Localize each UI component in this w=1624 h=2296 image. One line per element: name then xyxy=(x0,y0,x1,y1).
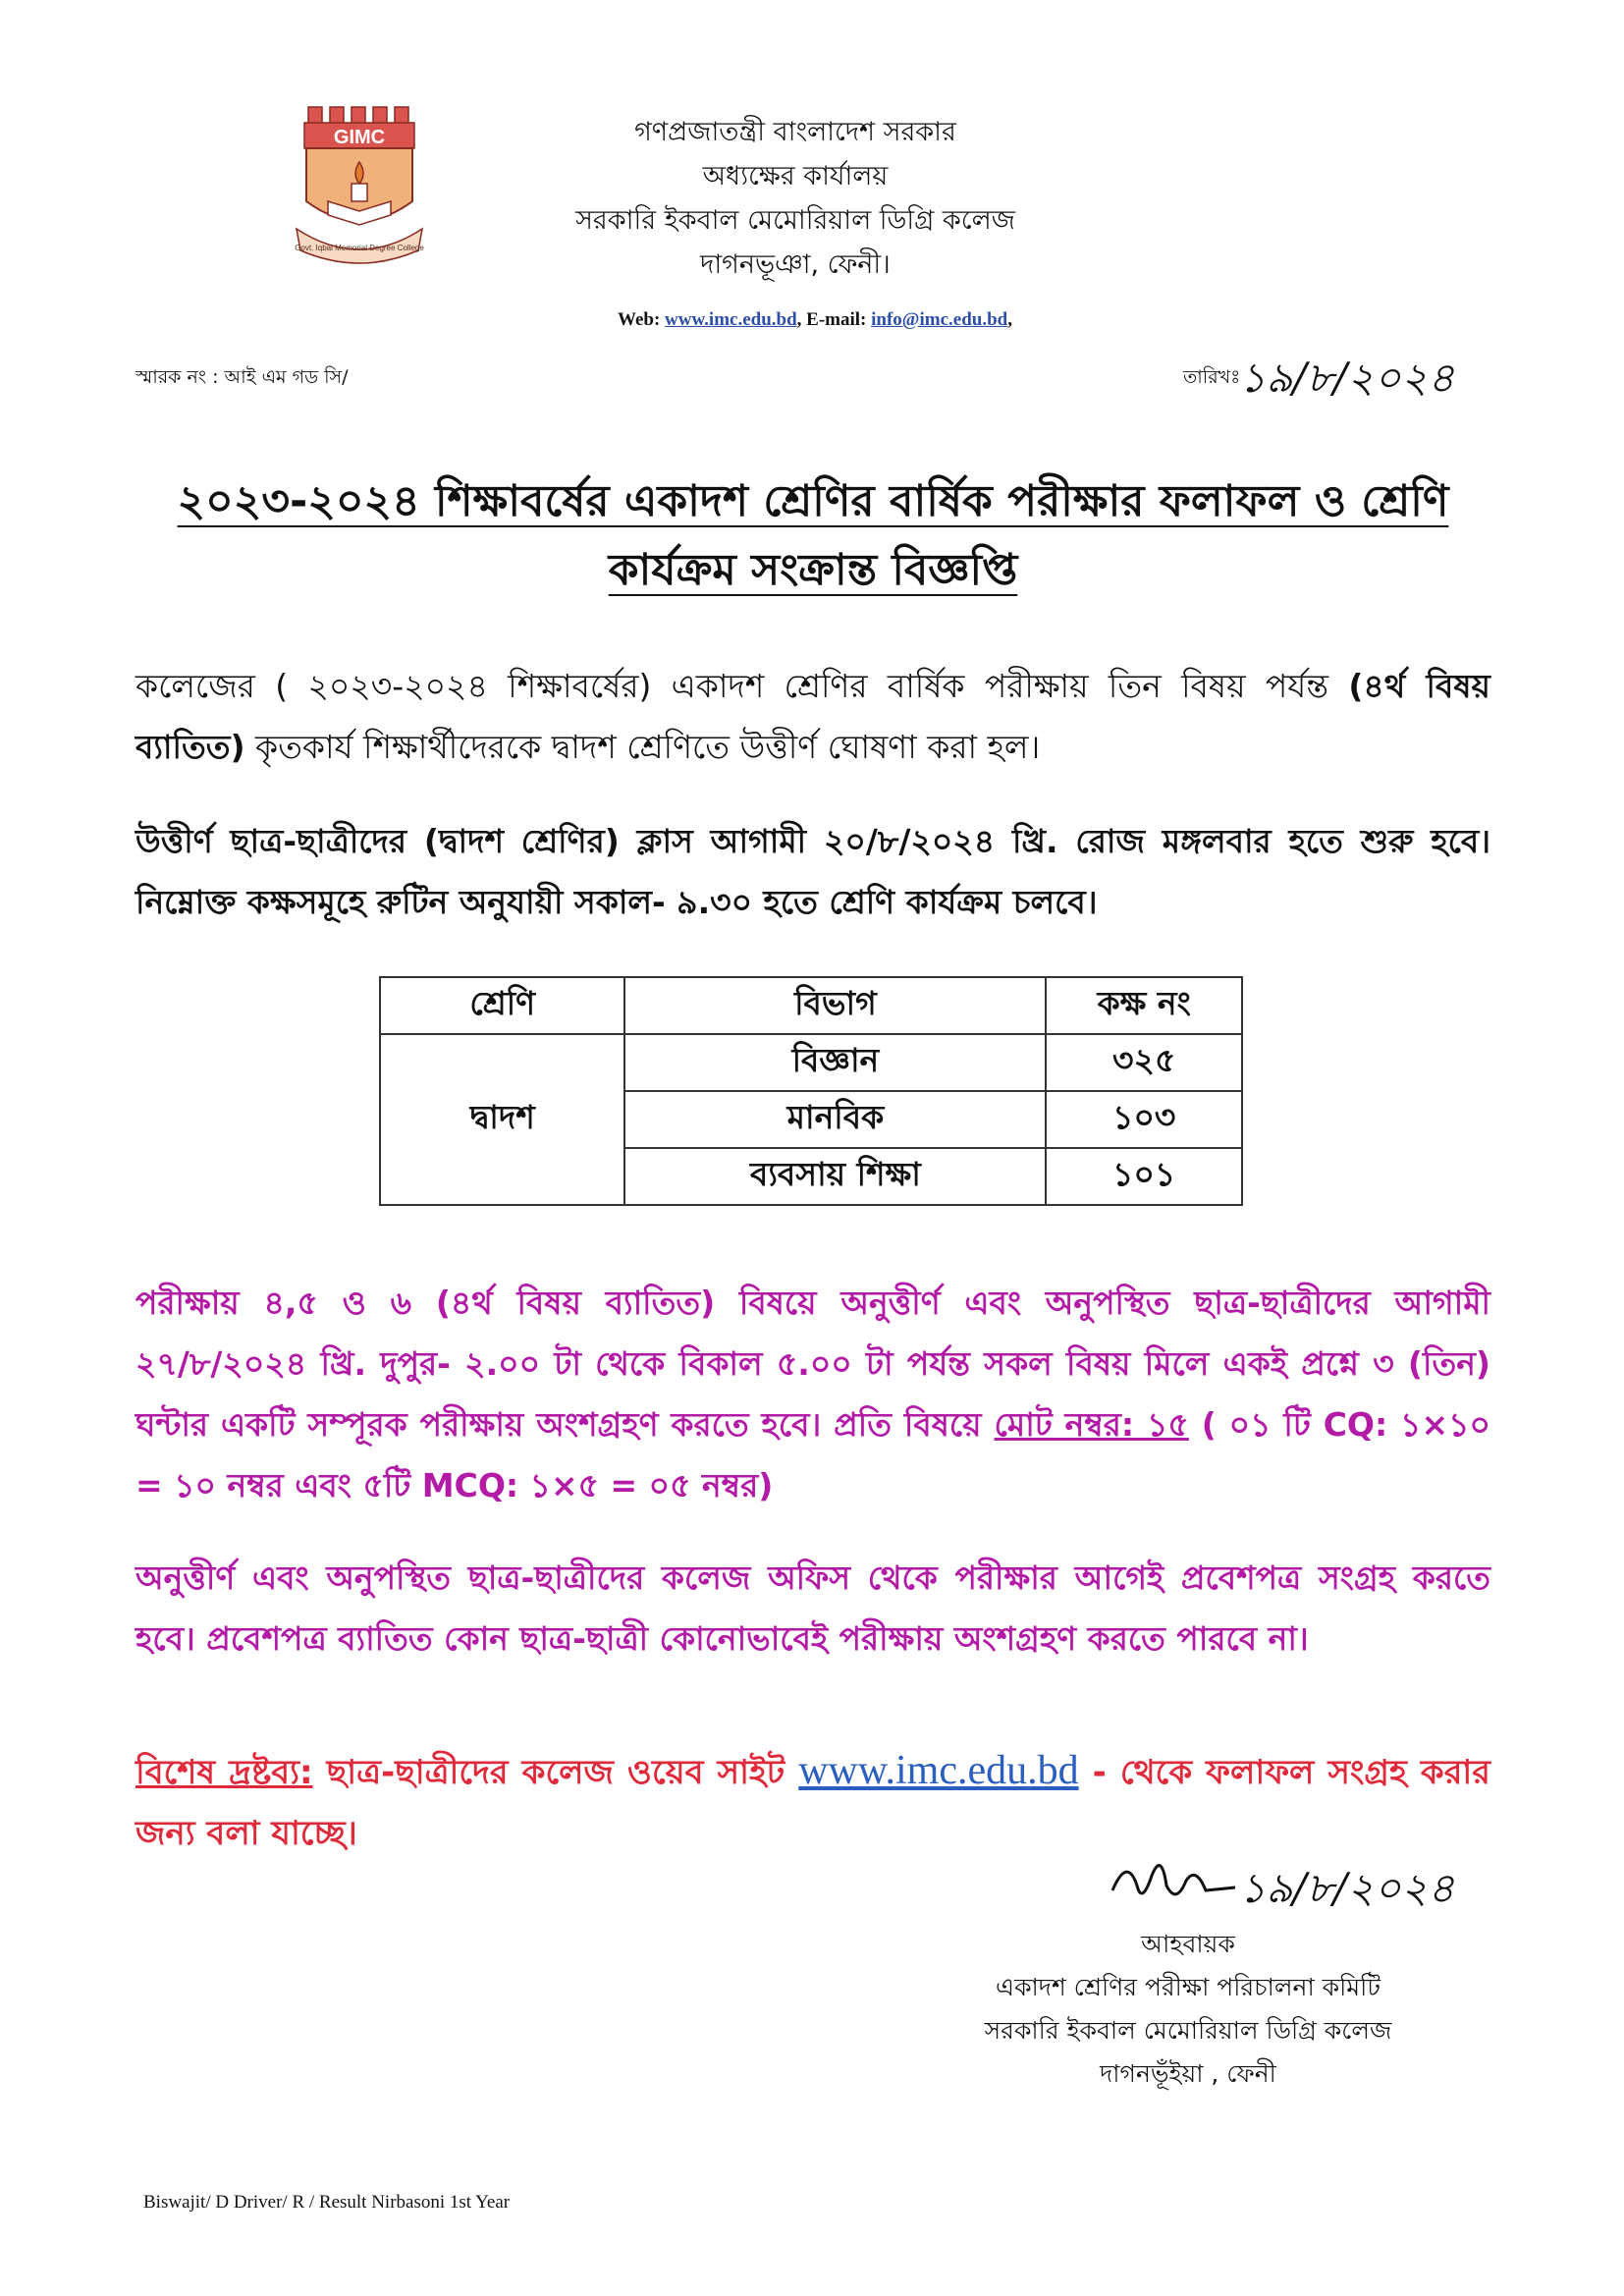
memo-number: স্মারক নং : আই এম গড সি/ xyxy=(135,366,349,388)
dept-cell: বিজ্ঞান xyxy=(624,1034,1046,1091)
college-logo xyxy=(291,103,433,270)
logo-ribbon-text: Govt. Iqbal Memorial Degree College xyxy=(295,244,424,252)
special-note-label: বিশেষ দ্রষ্টব্য: xyxy=(135,1753,313,1792)
p1-text-c: কৃতকার্য শিক্ষার্থীদেরকে দ্বাদশ শ্রেণিতে উত্তীর্ণ ঘোষণা করা হল। xyxy=(244,728,1041,766)
class-cell: দ্বাদশ xyxy=(380,1034,624,1205)
room-cell: ৩২৫ xyxy=(1046,1034,1242,1091)
p5-text-b: - থেকে ফলাফল সংগ্রহ করার জন্য বলা যাচ্ছে। xyxy=(135,1753,1490,1853)
p3-text-a: পরীক্ষায় ৪,৫ ও ৬ (৪র্থ বিষয় ব্যাতিত) বিষয়ে অনুত্তীর্ণ এবং অনুপস্থিত ছাত্র-ছাত্রীদের আগামী ২৭/৮/২০২৪ খ্রি. দুপুর- ২.০০ টা থেকে বিকাল ৫.০০ টা পর্যন্ত সকল বিষয় মিলে একই প্রশ্নে ৩ (তিন) ঘন্টার একটি সম্পূরক পরীক্ষায় অংশগ্রহণ করতে হবে। প্রতি বিষয়ে xyxy=(135,1284,1490,1444)
dept-cell: ব্যবসায় শিক্ষা xyxy=(624,1148,1046,1205)
paragraph-admit-card: অনুত্তীর্ণ এবং অনুপস্থিত ছাত্র-ছাত্রীদের কলেজ অফিস থেকে পরীক্ষার আগেই প্রবেশপত্র সংগ্রহ করতে হবে। প্রবেশপত্র ব্যাতিত কোন ছাত্র-ছাত্রী কোনোভাবেই পরীক্ষায় অংশগ্রহণ করতে পারবে না। xyxy=(135,1558,1490,1658)
dept-cell: মানবিক xyxy=(624,1091,1046,1148)
signature-scrawl xyxy=(1108,1846,1245,1915)
header-class: শ্রেণি xyxy=(380,977,624,1034)
header-line-address: দাগনভূঞা, ফেনী। xyxy=(700,249,891,280)
paragraph-special-note xyxy=(135,1740,1490,1864)
header-department: বিভাগ xyxy=(624,977,1046,1034)
date-label: তারিখঃ xyxy=(1183,366,1241,388)
web-label: Web: xyxy=(618,309,661,330)
table-row xyxy=(380,1034,1242,1091)
p1-text-a: কলেজের ( ২০২৩-২০২৪ শিক্ষাবর্ষের) একাদশ শ্রেণির বার্ষিক পরীক্ষায় তিন বিষয় পর্যন্ত xyxy=(135,667,1329,705)
room-cell: ১০৩ xyxy=(1046,1091,1242,1148)
notice-title xyxy=(135,467,1490,605)
room-cell: ১০১ xyxy=(1046,1148,1242,1205)
p3-total-marks: মোট নম্বর: ১৫ xyxy=(994,1405,1189,1444)
header-line-government: গণপ্রজাতন্ত্রী বাংলাদেশ সরকার xyxy=(634,117,956,147)
title-line-1: ২০২৩-২০২৪ শিক্ষাবর্ষের একাদশ শ্রেণির বার্ষিক পরীক্ষার ফলাফল ও শ্রেণি xyxy=(177,476,1449,526)
title-line-2: কার্যক্রম সংক্রান্ত বিজ্ঞপ্তি xyxy=(608,545,1018,595)
results-link[interactable]: www.imc.edu.bd xyxy=(798,1748,1079,1793)
footer-reference: Biswajit/ D Driver/ R / Result Nirbasoni 1st Year xyxy=(143,2192,511,2213)
contact-line xyxy=(550,309,1080,331)
email-label: , E-mail: xyxy=(796,309,867,330)
header-room: কক্ষ নং xyxy=(1046,977,1242,1034)
logo-text: GIMC xyxy=(333,127,386,148)
p1-text-b: (৪র্থ বিষয় ব্যাতিত) xyxy=(135,667,1490,766)
web-link[interactable]: www.imc.edu.bd xyxy=(665,309,797,330)
header-line-college: সরকারি ইকবাল মেমোরিয়াল ডিগ্রি কলেজ xyxy=(575,205,1015,236)
p3-text-c: ( ০১ টি CQ: ১×১০ = ১০ নম্বর এবং ৫টি MCQ: ১×৫ = ০৫ নম্বর) xyxy=(135,1405,1490,1504)
signatory-college: সরকারি ইকবাল মেমোরিয়াল ডিগ্রি কলেজ xyxy=(984,2016,1392,2045)
room-table xyxy=(379,976,1243,1206)
p5-text-a: ছাত্র-ছাত্রীদের কলেজ ওয়েব সাইট xyxy=(312,1753,799,1792)
office-header xyxy=(550,110,1041,287)
date-value: ১৯/৮/২০২৪ xyxy=(1239,354,1455,402)
signatory-committee: একাদশ শ্রেণির পরীক্ষা পরিচালনা কমিটি xyxy=(996,1973,1380,2001)
table-header-row xyxy=(380,977,1242,1034)
header-line-office: অধ্যক্ষের কার্যালয় xyxy=(702,161,889,191)
email-suffix: , xyxy=(1007,309,1012,330)
signatory-place: দাগনভূঁইয়া , ফেনী xyxy=(1100,2059,1276,2088)
paragraph-class-start: উত্তীর্ণ ছাত্র-ছাত্রীদের (দ্বাদশ শ্রেণির) ক্লাস আগামী ২০/৮/২০২৪ খ্রি. রোজ মঙ্গলবার হতে শুরু হবে। নিম্নোক্ত কক্ষসমূহে রুটিন অনুযায়ী সকাল- ৯.৩০ হতে শ্রেণি কার্যক্রম চলবে। xyxy=(135,822,1490,921)
email-link[interactable]: info@imc.edu.bd xyxy=(871,309,1008,330)
paragraph-supplementary-exam xyxy=(135,1273,1490,1516)
signatory-role: আহবায়ক xyxy=(1141,1930,1235,1958)
paragraph-promotion xyxy=(135,656,1490,778)
signatory-block xyxy=(884,1923,1492,2096)
signature-date: ১৯/৮/২০২৪ xyxy=(1239,1864,1455,1912)
